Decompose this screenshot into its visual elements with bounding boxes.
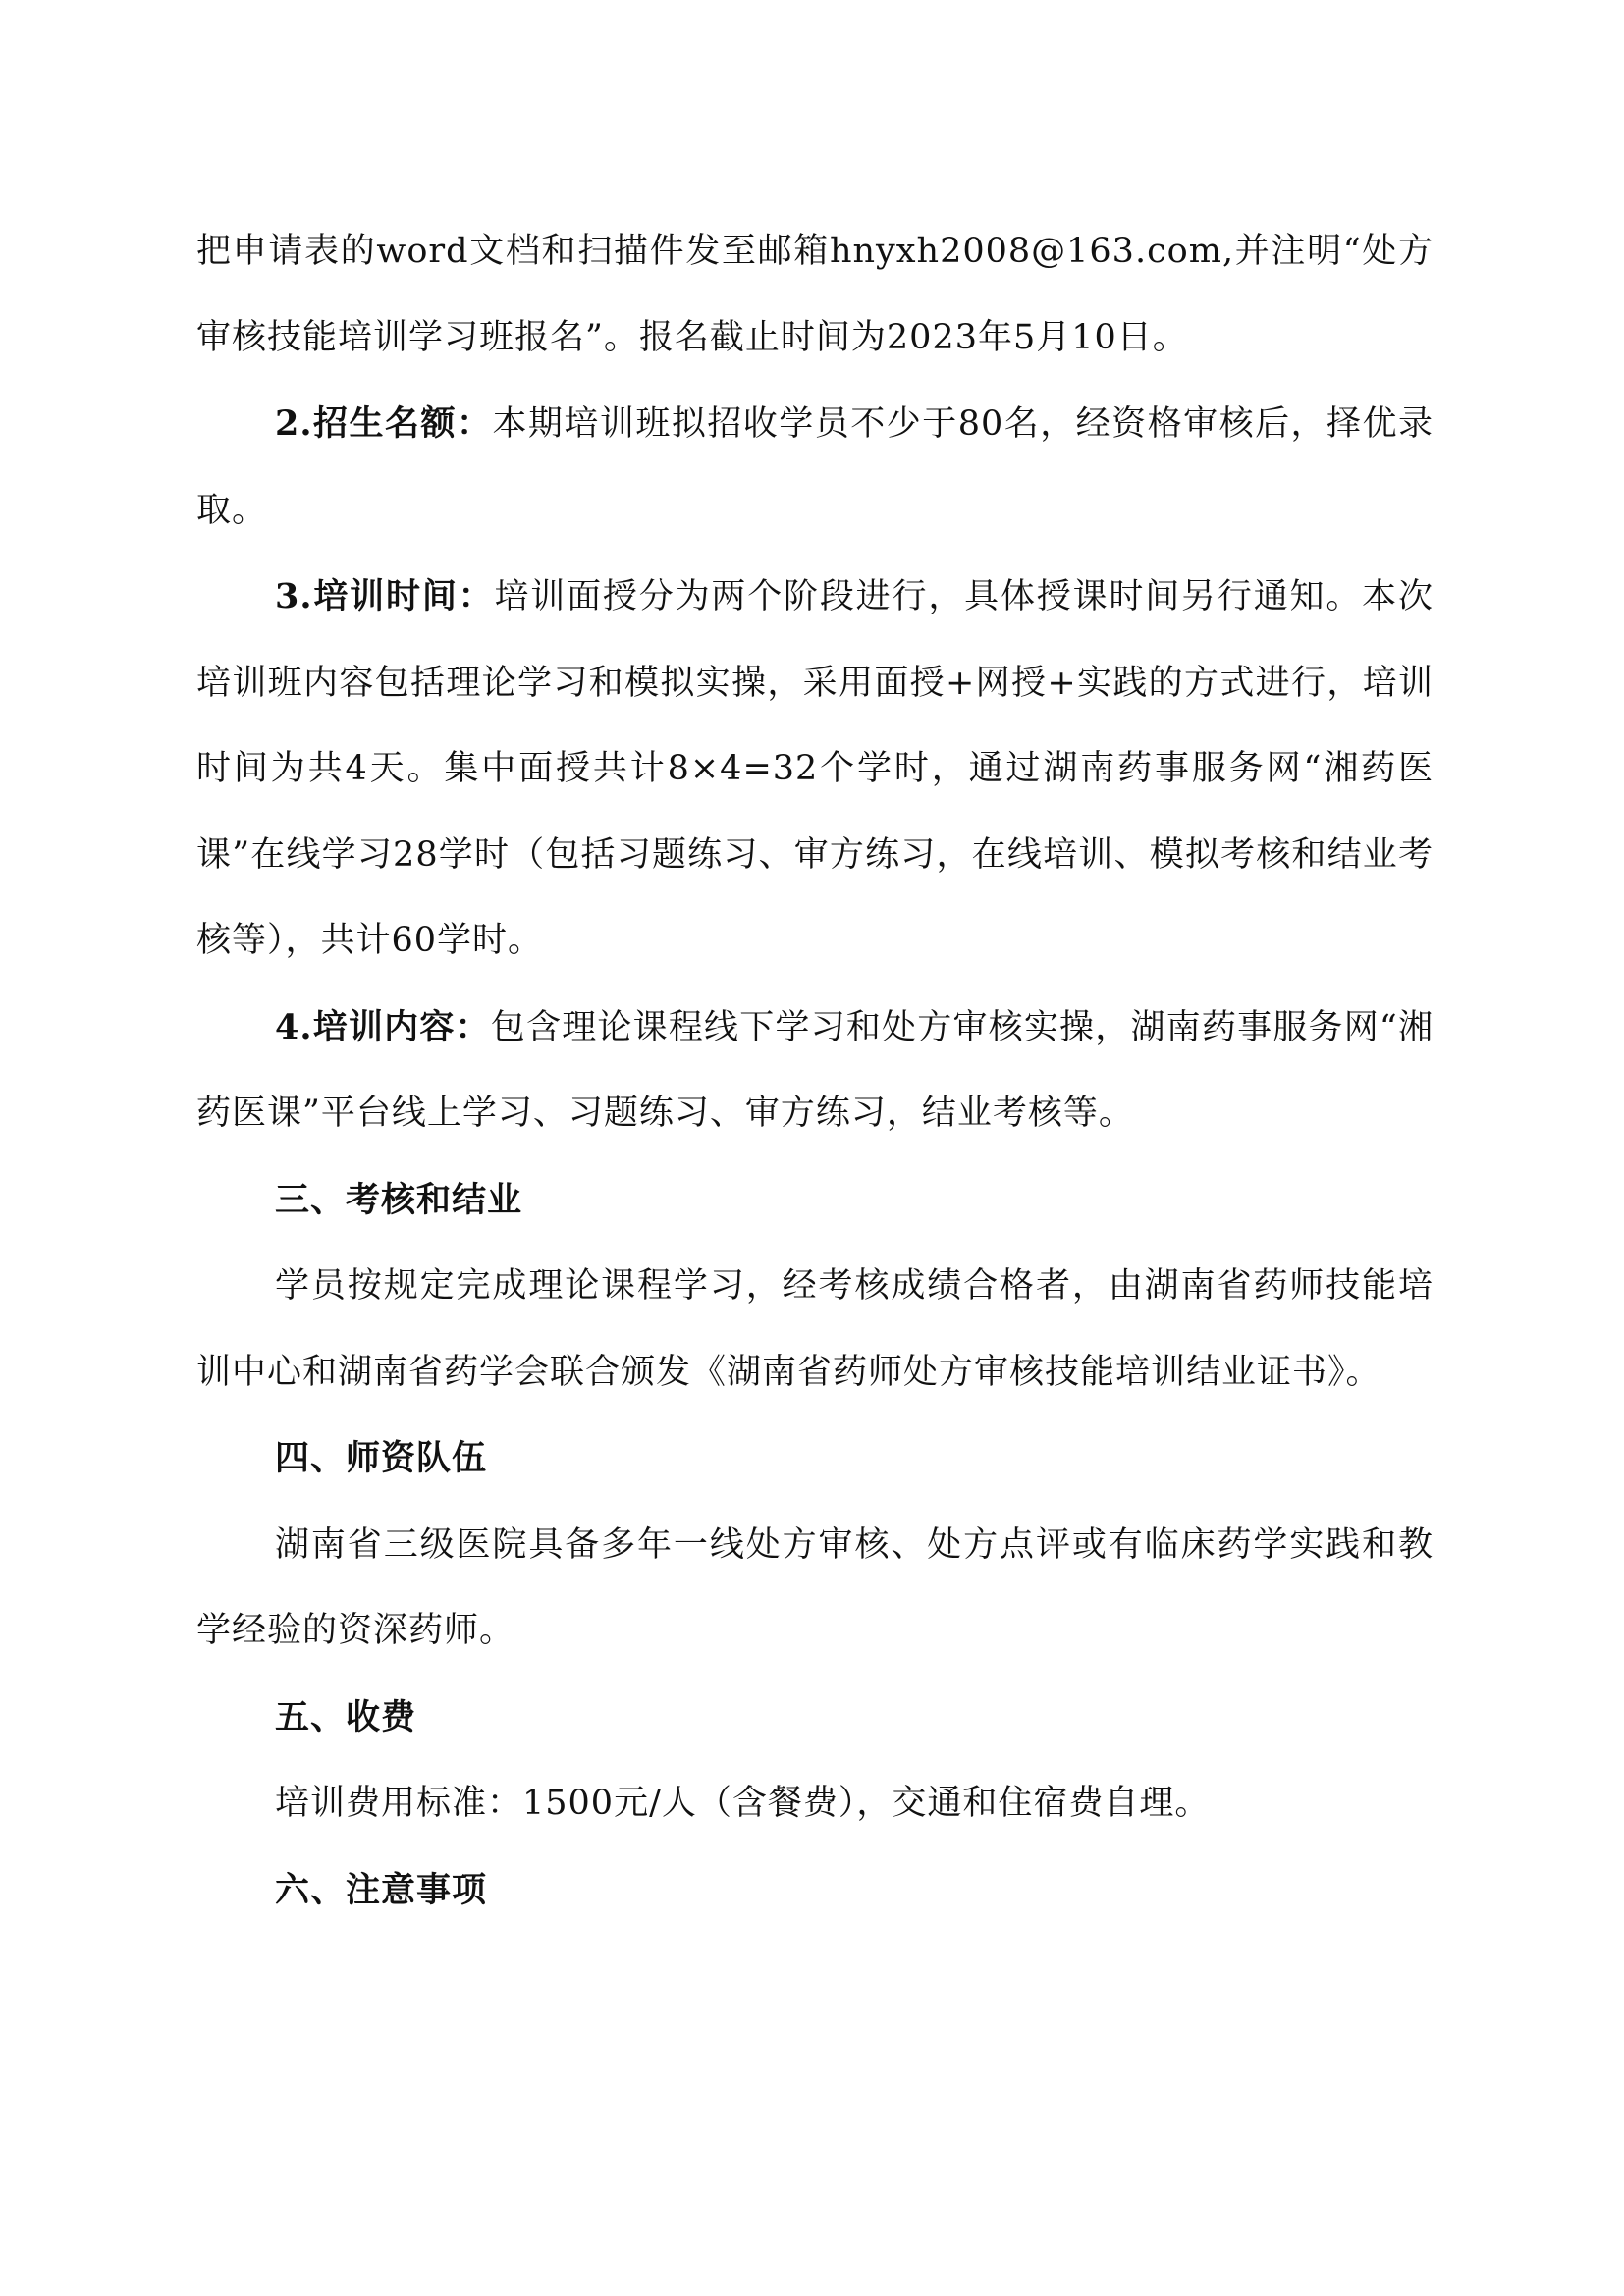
paragraph-lead: 3.培训时间： [275,576,495,616]
paragraph-text: 本期培训班拟招收学员不少于80名，经资格审核后，择优录取。 [196,404,1434,530]
section-heading-faculty: 四、师资队伍 [275,1438,488,1478]
section-heading-assessment: 三、考核和结业 [275,1179,523,1220]
paragraph-text: 湖南省三级医院具备多年一线处方审核、处方点评或有临床药学实践和教学经验的资深药师。 [196,1524,1434,1650]
paragraph-faculty [196,1502,1434,1675]
paragraph-training-content [196,985,1434,1157]
paragraph-training-time [196,554,1434,985]
paragraph-text: 把申请表的word文档和扫描件发至邮箱hnyxh2008@163.com,并注明“处方审核技能培训学习班报名”。报名截止时间为2023年5月10日。 [196,232,1434,357]
paragraph-text: 学员按规定完成理论课程学习，经考核成绩合格者，由湖南省药师技能培训中心和湖南省药学会联合颁发《湖南省药师处方审核技能培训结业证书》。 [196,1266,1434,1392]
paragraph-assessment [196,1243,1434,1415]
section-heading-fees: 五、收费 [275,1696,417,1737]
paragraph-enrollment-quota [196,381,1434,554]
paragraph-text: 培训面授分为两个阶段进行，具体授课时间另行通知。本次培训班内容包括理论学习和模拟实操，采用面授+网授+实践的方式进行，培训时间为共4天。集中面授共计8×4=32个学时，通过湖南药事服务网“湘药医课”在线学习28学时（包括习题练习、审方练习，在线培训、模拟考核和结业考核等），共计60学时。 [196,577,1434,960]
paragraph-fees [196,1760,1434,1847]
paragraph-text: 包含理论课程线下学习和处方审核实操，湖南药事服务网“湘药医课”平台线上学习、习题练习、审方练习，结业考核等。 [196,1007,1434,1133]
paragraph-lead: 4.培训内容： [275,1006,491,1047]
paragraph-registration-email [196,208,1434,381]
section-heading-notes: 六、注意事项 [275,1869,488,1910]
document-body [196,208,1434,1933]
paragraph-lead: 2.招生名额： [275,403,493,444]
paragraph-text: 培训费用标准：1500元/人（含餐费），交通和住宿费自理。 [275,1784,1211,1823]
